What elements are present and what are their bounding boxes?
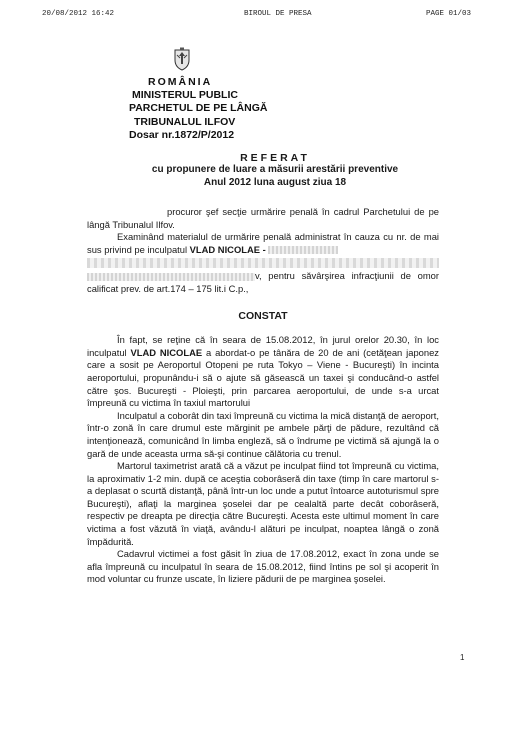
tribunal-name: TRIBUNALUL ILFOV [134,115,236,128]
institution-header [129,76,267,142]
fact-paragraph-3: Martorul taximetrist arată că a văzut pe inculpat fiind tot împreună cu victima, la aproximativ 1-2 min. după ce aceştia coborâseră din taxe (timp în care martorul s-a deplasat o scurtă distanţă, până într-un loc unde a putut întoarce autoturismul spre Bucureşti), aflaţi la marginea şoselei dar pe cealaltă parte decât coborâseră, respectiv pe dreapta pe direcţia către Bucureşti. Acesta este ultimul moment în care victima a fost văzută în viaţă, avându-l alături pe inculpat, noaptea lângă o zonă împădurită. [87,460,439,547]
fax-sender: BIROUL DE PRESA [244,10,312,18]
prosecutor-office: PARCHETUL DE PE LÂNGĂ [129,102,268,115]
defendant-name: VLAD NICOLAE - [189,243,266,255]
fax-datetime: 20/08/2012 16:42 [42,10,115,18]
country-name: ROMÂNIA [148,76,213,88]
case-number: Dosar nr.1872/P/2012 [129,128,235,141]
romania-coat-of-arms-icon [172,47,192,71]
redacted-text [268,246,338,254]
redacted-line [87,258,439,268]
document-date: Anul 2012 luna august ziua 18 [203,176,347,188]
intro-paragraph-1: procuror şef secţie urmărire penală în cadrul Parchetului de pe lângă Tribunalul Ilfov. [87,206,439,230]
section-heading: CONSTAT [238,309,288,322]
ministry-name: MINISTERUL PUBLIC [132,89,238,102]
fact-paragraph-2: Inculpatul a coborât din taxi împreună cu victima la mică distanţă de aeroport, într-o zonă în care drumul este mărginit pe ambele părţi de pădure, rezultând că intenţionează, comunicând în limba engleză, să o îndrume pe victimă să ajungă la o gară de unde aceasta urma să-şi continue călătoria cu trenul. [87,409,439,459]
document-subtitle: cu propunere de luare a măsurii arestării preventive [151,164,399,175]
defendant-name: VLAD NICOLAE [130,346,203,358]
fact-paragraph-1: În fapt, se reţine că în seara de 15.08.2012, în jurul orelor 20.30, în loc inculpatul VLAD NICOLAE a abordat-o pe tânăra de 20 de ani (cetăţean japonez care a sosit pe Aeroportul Otopeni pe ruta Tokyo – Viene - Bucureşti) în incinta aeroportului, propunându-i să o ajute să găsească un taxei şi conducând-o astfel către şos. Bucureşti - Ploieşti, prin parcarea aeroportului, de unde s-a urcat împreună cu victima în taxiul martorului [87,334,439,409]
redacted-text [87,273,255,281]
intro-paragraph-2: Examinând materialul de urmărire penală administrat în cauza cu nr. de mai sus privind pe inculpatul VLAD NICOLAE - [87,231,439,255]
document-title-block [0,152,530,189]
page-number: 1 [460,653,465,662]
document-body [87,206,439,586]
document-title: REFERAT [240,152,310,164]
fax-header [0,10,530,24]
intro-paragraph-2-tail: v, pentru săvârşirea infracţiunii de omor calificat prev. de art.174 – 175 lit.i C.p., [87,270,439,294]
fax-page: PAGE 01/03 [426,10,472,18]
fact-paragraph-4: Cadavrul victimei a fost găsit în ziua de 17.08.2012, exact în zona unde se afla împreună cu inculpatul în seara de 15.08.2012, fiind întins pe sol şi acoperit în mod voluntar cu frunze uscate, în liziere pădurii de pe marginea şoselei. [87,548,439,585]
